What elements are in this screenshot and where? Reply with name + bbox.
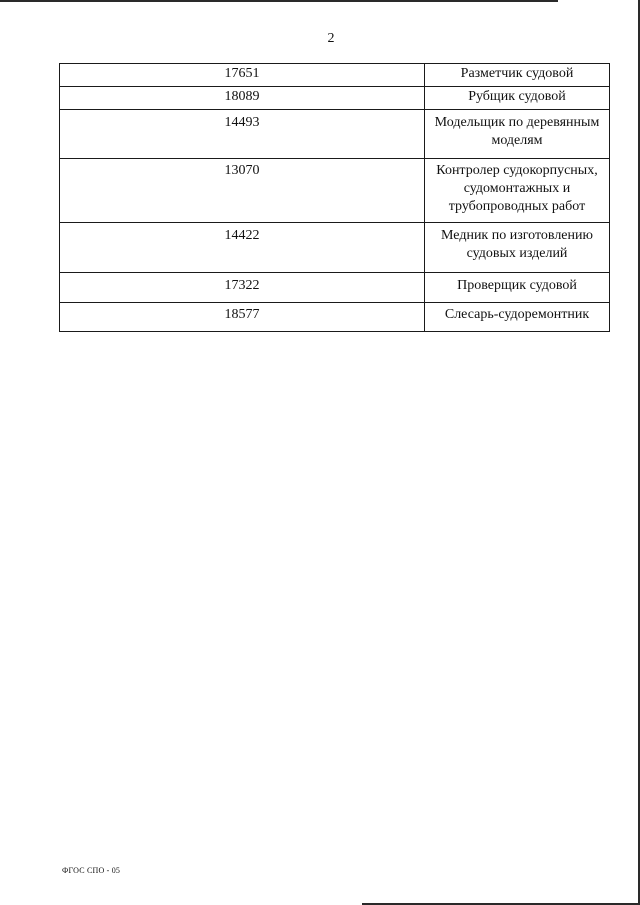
table-row	[60, 223, 610, 273]
table-row	[60, 273, 610, 303]
table-row	[60, 110, 610, 159]
profession-code: 14493	[60, 110, 425, 159]
profession-name: Рубщик судовой	[425, 87, 610, 110]
document-footer: ФГОС СПО - 05	[62, 866, 121, 875]
profession-code: 14422	[60, 223, 425, 273]
profession-name: Модельщик по деревянным моделям	[425, 110, 610, 159]
profession-name: Контролер судокорпусных, судомонтажных и трубопроводных работ	[425, 159, 610, 223]
scan-edge-top	[0, 0, 558, 2]
profession-code: 13070	[60, 159, 425, 223]
profession-name: Разметчик судовой	[425, 64, 610, 87]
profession-code: 17322	[60, 273, 425, 303]
table-row	[60, 159, 610, 223]
table-row	[60, 303, 610, 332]
profession-name: Медник по изготовлению судовых изделий	[425, 223, 610, 273]
table-row	[60, 64, 610, 87]
profession-name: Слесарь-судоремонтник	[425, 303, 610, 332]
profession-name: Проверщик судовой	[425, 273, 610, 303]
profession-codes-table	[59, 63, 610, 332]
profession-code: 18577	[60, 303, 425, 332]
page-number: 2	[327, 31, 335, 46]
table-row	[60, 87, 610, 110]
profession-code: 17651	[60, 64, 425, 87]
profession-code: 18089	[60, 87, 425, 110]
